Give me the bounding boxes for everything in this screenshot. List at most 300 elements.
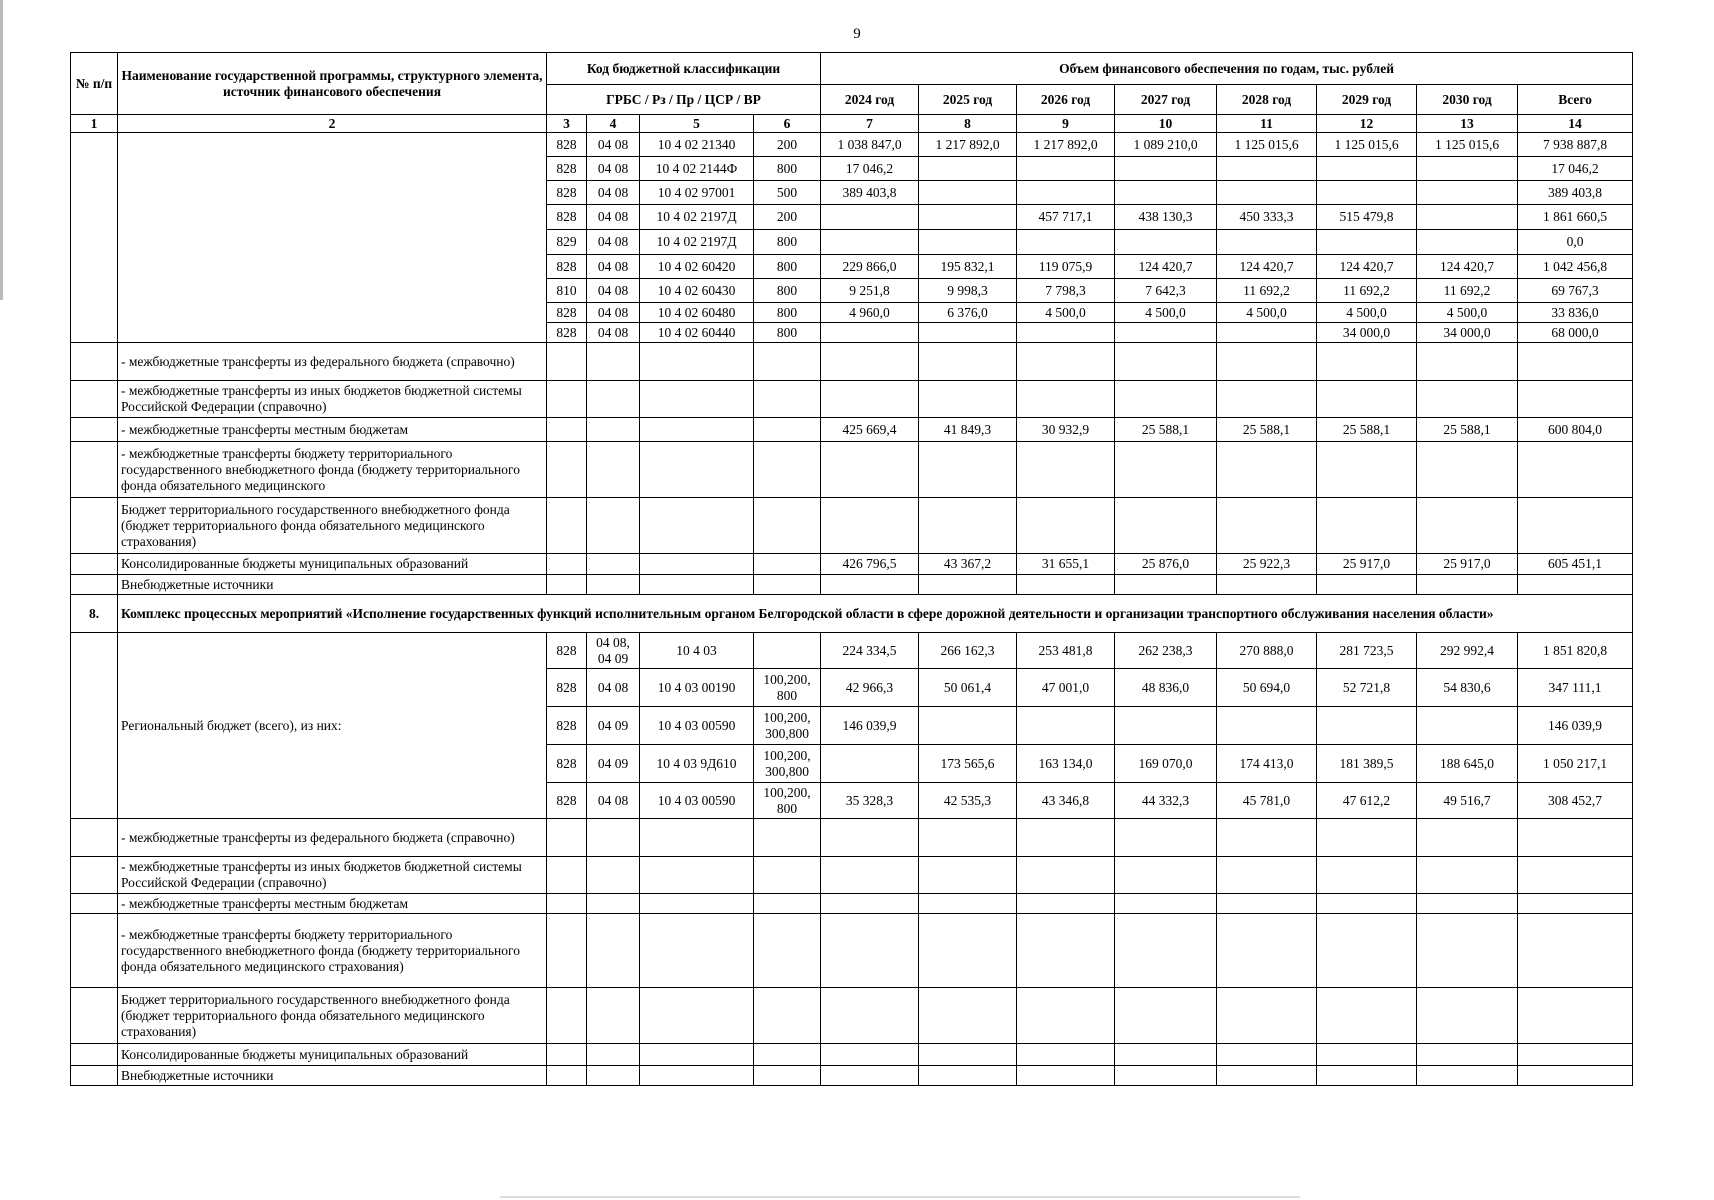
code-cell: 10 4 02 60480 bbox=[640, 303, 754, 323]
amount-cell: 124 420,7 bbox=[1217, 255, 1317, 279]
code-cell: 10 4 02 60440 bbox=[640, 323, 754, 343]
table-row bbox=[71, 988, 1633, 1044]
scan-edge bbox=[0, 0, 3, 300]
code-cell: 800 bbox=[754, 230, 821, 255]
column-number: 11 bbox=[1217, 115, 1317, 133]
amount-cell bbox=[587, 894, 640, 914]
amount-cell bbox=[1317, 157, 1417, 181]
code-cell bbox=[640, 554, 754, 575]
row-number-cell bbox=[71, 554, 118, 575]
amount-cell bbox=[1115, 857, 1217, 894]
source-label: - межбюджетные трансферты местным бюджетам bbox=[118, 418, 547, 442]
code-cell: 04 08 bbox=[587, 783, 640, 819]
header-name: Наименование государственной программы, структурного элемента, источник финансового обеспечения bbox=[118, 53, 547, 115]
code-cell: 10 4 02 2144Ф bbox=[640, 157, 754, 181]
amount-cell: 450 333,3 bbox=[1217, 205, 1317, 230]
table-row bbox=[71, 914, 1633, 988]
source-label: Консолидированные бюджеты муниципальных образований bbox=[118, 1044, 547, 1066]
amount-cell bbox=[754, 819, 821, 857]
amount-cell bbox=[1317, 575, 1417, 595]
code-cell: 10 4 02 21340 bbox=[640, 133, 754, 157]
amount-cell bbox=[1518, 988, 1633, 1044]
table-row bbox=[71, 343, 1633, 381]
source-label: Внебюджетные источники bbox=[118, 575, 547, 595]
column-number: 1 bbox=[71, 115, 118, 133]
amount-cell: 50 694,0 bbox=[1217, 669, 1317, 707]
amount-cell bbox=[1217, 857, 1317, 894]
code-cell: 800 bbox=[754, 303, 821, 323]
amount-cell bbox=[1217, 1066, 1317, 1086]
amount-cell bbox=[640, 819, 754, 857]
amount-cell bbox=[919, 230, 1017, 255]
code-cell: 100,200, 800 bbox=[754, 783, 821, 819]
amount-cell bbox=[1417, 442, 1518, 498]
amount-cell bbox=[1115, 988, 1217, 1044]
code-cell: 828 bbox=[547, 669, 587, 707]
column-number: 13 bbox=[1417, 115, 1518, 133]
amount-cell: 42 966,3 bbox=[821, 669, 919, 707]
header-code-group: Код бюджетной классификации bbox=[547, 53, 821, 85]
source-label: Внебюджетные источники bbox=[118, 1066, 547, 1086]
code-cell bbox=[547, 442, 587, 498]
amount-cell: 253 481,8 bbox=[1017, 633, 1115, 669]
amount-cell bbox=[1017, 181, 1115, 205]
code-cell: 100,200, 800 bbox=[754, 669, 821, 707]
amount-cell bbox=[919, 857, 1017, 894]
amount-cell: 25 588,1 bbox=[1115, 418, 1217, 442]
amount-cell: 7 938 887,8 bbox=[1518, 133, 1633, 157]
amount-cell: 124 420,7 bbox=[1115, 255, 1217, 279]
amount-cell bbox=[1217, 157, 1317, 181]
amount-cell bbox=[547, 988, 587, 1044]
column-number: 4 bbox=[587, 115, 640, 133]
amount-cell bbox=[821, 745, 919, 783]
row-number-cell bbox=[71, 988, 118, 1044]
amount-cell: 1 042 456,8 bbox=[1518, 255, 1633, 279]
table-row bbox=[71, 575, 1633, 595]
amount-cell bbox=[1017, 1066, 1115, 1086]
amount-cell bbox=[1217, 181, 1317, 205]
header-year: 2029 год bbox=[1317, 85, 1417, 115]
amount-cell bbox=[1518, 914, 1633, 988]
code-cell bbox=[587, 418, 640, 442]
amount-cell bbox=[821, 894, 919, 914]
amount-cell bbox=[1217, 442, 1317, 498]
amount-cell bbox=[1017, 323, 1115, 343]
column-number: 10 bbox=[1115, 115, 1217, 133]
amount-cell bbox=[1518, 381, 1633, 418]
code-cell: 828 bbox=[547, 133, 587, 157]
amount-cell bbox=[919, 1066, 1017, 1086]
amount-cell bbox=[919, 914, 1017, 988]
amount-cell bbox=[1518, 442, 1633, 498]
code-cell: 04 08 bbox=[587, 255, 640, 279]
source-label: - межбюджетные трансферты бюджету территориального государственного внебюджетного фонда (бюджету территориального фонда обязательного медицинского страхования) bbox=[118, 914, 547, 988]
code-cell: 04 08 bbox=[587, 669, 640, 707]
amount-cell bbox=[1518, 857, 1633, 894]
table-row bbox=[71, 133, 1633, 157]
code-cell: 04 08 bbox=[587, 303, 640, 323]
code-cell: 10 4 02 60420 bbox=[640, 255, 754, 279]
amount-cell bbox=[821, 575, 919, 595]
code-cell: 828 bbox=[547, 707, 587, 745]
amount-cell bbox=[821, 442, 919, 498]
amount-cell: 146 039,9 bbox=[1518, 707, 1633, 745]
amount-cell: 389 403,8 bbox=[821, 181, 919, 205]
amount-cell: 17 046,2 bbox=[821, 157, 919, 181]
amount-cell bbox=[1417, 857, 1518, 894]
amount-cell: 281 723,5 bbox=[1317, 633, 1417, 669]
column-number: 3 bbox=[547, 115, 587, 133]
row-number-cell bbox=[71, 133, 118, 343]
code-cell bbox=[547, 554, 587, 575]
code-cell bbox=[587, 554, 640, 575]
code-cell bbox=[587, 442, 640, 498]
amount-cell bbox=[1317, 1066, 1417, 1086]
amount-cell bbox=[1017, 343, 1115, 381]
amount-cell bbox=[919, 707, 1017, 745]
amount-cell bbox=[1417, 819, 1518, 857]
amount-cell: 4 500,0 bbox=[1017, 303, 1115, 323]
amount-cell: 41 849,3 bbox=[919, 418, 1017, 442]
amount-cell bbox=[919, 381, 1017, 418]
amount-cell: 11 692,2 bbox=[1417, 279, 1518, 303]
code-cell bbox=[754, 498, 821, 554]
amount-cell bbox=[1115, 381, 1217, 418]
table-row bbox=[71, 442, 1633, 498]
amount-cell: 25 588,1 bbox=[1217, 418, 1317, 442]
amount-cell bbox=[1417, 205, 1518, 230]
amount-cell bbox=[587, 857, 640, 894]
amount-cell bbox=[640, 857, 754, 894]
amount-cell: 7 798,3 bbox=[1017, 279, 1115, 303]
code-cell bbox=[587, 343, 640, 381]
amount-cell bbox=[919, 1044, 1017, 1066]
amount-cell: 1 851 820,8 bbox=[1518, 633, 1633, 669]
source-label: - межбюджетные трансферты из иных бюджетов бюджетной системы Российской Федерации (справочно) bbox=[118, 381, 547, 418]
amount-cell bbox=[547, 1044, 587, 1066]
amount-cell bbox=[1317, 181, 1417, 205]
table-row bbox=[71, 1066, 1633, 1086]
amount-cell: 44 332,3 bbox=[1115, 783, 1217, 819]
code-cell bbox=[547, 498, 587, 554]
amount-cell: 1 050 217,1 bbox=[1518, 745, 1633, 783]
amount-cell bbox=[1317, 914, 1417, 988]
amount-cell bbox=[587, 819, 640, 857]
amount-cell: 30 932,9 bbox=[1017, 418, 1115, 442]
amount-cell bbox=[1017, 894, 1115, 914]
amount-cell: 49 516,7 bbox=[1417, 783, 1518, 819]
amount-cell: 173 565,6 bbox=[919, 745, 1017, 783]
scan-artifact bbox=[500, 1196, 1300, 1198]
amount-cell: 42 535,3 bbox=[919, 783, 1017, 819]
amount-cell bbox=[1217, 914, 1317, 988]
amount-cell bbox=[1317, 381, 1417, 418]
column-number: 14 bbox=[1518, 115, 1633, 133]
amount-cell bbox=[1115, 498, 1217, 554]
amount-cell: 48 836,0 bbox=[1115, 669, 1217, 707]
amount-cell bbox=[1115, 575, 1217, 595]
amount-cell bbox=[754, 988, 821, 1044]
code-cell: 10 4 02 2197Д bbox=[640, 230, 754, 255]
amount-cell bbox=[1115, 914, 1217, 988]
row-number-cell bbox=[71, 381, 118, 418]
section-title-row bbox=[71, 595, 1633, 633]
amount-cell bbox=[919, 498, 1017, 554]
amount-cell bbox=[754, 857, 821, 894]
amount-cell bbox=[919, 442, 1017, 498]
amount-cell: 50 061,4 bbox=[919, 669, 1017, 707]
amount-cell bbox=[1417, 381, 1518, 418]
table-row bbox=[71, 1044, 1633, 1066]
amount-cell bbox=[1417, 1044, 1518, 1066]
code-cell: 500 bbox=[754, 181, 821, 205]
amount-cell: 426 796,5 bbox=[821, 554, 919, 575]
code-cell: 200 bbox=[754, 205, 821, 230]
amount-cell: 45 781,0 bbox=[1217, 783, 1317, 819]
amount-cell bbox=[821, 343, 919, 381]
source-label: - межбюджетные трансферты из федерального бюджета (справочно) bbox=[118, 819, 547, 857]
amount-cell bbox=[1417, 343, 1518, 381]
code-cell: 04 08, 04 09 bbox=[587, 633, 640, 669]
code-cell bbox=[547, 418, 587, 442]
amount-cell bbox=[754, 894, 821, 914]
code-cell bbox=[587, 381, 640, 418]
code-cell: 10 4 03 00590 bbox=[640, 707, 754, 745]
amount-cell bbox=[1317, 442, 1417, 498]
amount-cell: 25 922,3 bbox=[1217, 554, 1317, 575]
code-cell bbox=[754, 418, 821, 442]
amount-cell bbox=[919, 181, 1017, 205]
amount-cell: 1 217 892,0 bbox=[919, 133, 1017, 157]
amount-cell: 34 000,0 bbox=[1317, 323, 1417, 343]
amount-cell: 35 328,3 bbox=[821, 783, 919, 819]
amount-cell: 68 000,0 bbox=[1518, 323, 1633, 343]
amount-cell bbox=[1115, 323, 1217, 343]
amount-cell bbox=[821, 914, 919, 988]
amount-cell bbox=[1115, 343, 1217, 381]
code-cell: 04 08 bbox=[587, 157, 640, 181]
row-number-cell bbox=[71, 894, 118, 914]
amount-cell bbox=[1417, 157, 1518, 181]
amount-cell bbox=[1417, 894, 1518, 914]
amount-cell bbox=[821, 857, 919, 894]
amount-cell: 124 420,7 bbox=[1317, 255, 1417, 279]
amount-cell bbox=[1417, 1066, 1518, 1086]
code-cell bbox=[640, 575, 754, 595]
amount-cell: 308 452,7 bbox=[1518, 783, 1633, 819]
table-row bbox=[71, 819, 1633, 857]
amount-cell bbox=[1115, 1066, 1217, 1086]
amount-cell: 270 888,0 bbox=[1217, 633, 1317, 669]
amount-cell bbox=[1017, 857, 1115, 894]
amount-cell bbox=[1217, 988, 1317, 1044]
amount-cell bbox=[919, 343, 1017, 381]
amount-cell bbox=[1115, 894, 1217, 914]
amount-cell bbox=[919, 575, 1017, 595]
amount-cell: 6 376,0 bbox=[919, 303, 1017, 323]
amount-cell bbox=[1017, 157, 1115, 181]
amount-cell: 4 500,0 bbox=[1217, 303, 1317, 323]
code-cell: 810 bbox=[547, 279, 587, 303]
amount-cell bbox=[1115, 442, 1217, 498]
header-year: 2024 год bbox=[821, 85, 919, 115]
section-number: 8. bbox=[71, 595, 118, 633]
amount-cell: 1 861 660,5 bbox=[1518, 205, 1633, 230]
code-cell: 828 bbox=[547, 323, 587, 343]
amount-cell: 4 500,0 bbox=[1317, 303, 1417, 323]
amount-cell bbox=[1217, 707, 1317, 745]
amount-cell bbox=[1217, 498, 1317, 554]
amount-cell bbox=[1317, 230, 1417, 255]
amount-cell bbox=[919, 157, 1017, 181]
amount-cell: 7 642,3 bbox=[1115, 279, 1217, 303]
table-row bbox=[71, 894, 1633, 914]
row-number-cell bbox=[71, 1044, 118, 1066]
amount-cell bbox=[1417, 230, 1518, 255]
amount-cell bbox=[640, 988, 754, 1044]
row-number-cell bbox=[71, 633, 118, 819]
table-row bbox=[71, 857, 1633, 894]
amount-cell: 9 998,3 bbox=[919, 279, 1017, 303]
amount-cell: 425 669,4 bbox=[821, 418, 919, 442]
amount-cell: 25 917,0 bbox=[1417, 554, 1518, 575]
amount-cell bbox=[1115, 157, 1217, 181]
table-row bbox=[71, 381, 1633, 418]
amount-cell: 0,0 bbox=[1518, 230, 1633, 255]
code-cell: 10 4 03 bbox=[640, 633, 754, 669]
amount-cell: 9 251,8 bbox=[821, 279, 919, 303]
code-cell: 800 bbox=[754, 255, 821, 279]
code-cell: 828 bbox=[547, 181, 587, 205]
column-number: 8 bbox=[919, 115, 1017, 133]
amount-cell bbox=[1115, 230, 1217, 255]
amount-cell: 1 125 015,6 bbox=[1317, 133, 1417, 157]
amount-cell bbox=[547, 914, 587, 988]
code-cell: 828 bbox=[547, 783, 587, 819]
amount-cell bbox=[919, 323, 1017, 343]
amount-cell bbox=[1417, 575, 1518, 595]
amount-cell bbox=[1017, 230, 1115, 255]
page-number: 9 bbox=[853, 26, 861, 42]
amount-cell: 292 992,4 bbox=[1417, 633, 1518, 669]
code-cell: 100,200, 300,800 bbox=[754, 745, 821, 783]
header-year: Всего bbox=[1518, 85, 1633, 115]
code-cell: 800 bbox=[754, 323, 821, 343]
amount-cell: 163 134,0 bbox=[1017, 745, 1115, 783]
code-cell: 10 4 03 9Д610 bbox=[640, 745, 754, 783]
column-number: 6 bbox=[754, 115, 821, 133]
amount-cell bbox=[1217, 343, 1317, 381]
amount-cell: 188 645,0 bbox=[1417, 745, 1518, 783]
amount-cell bbox=[919, 988, 1017, 1044]
amount-cell bbox=[1115, 1044, 1217, 1066]
amount-cell: 389 403,8 bbox=[1518, 181, 1633, 205]
amount-cell bbox=[1518, 1066, 1633, 1086]
amount-cell bbox=[1217, 894, 1317, 914]
amount-cell bbox=[547, 1066, 587, 1086]
amount-cell bbox=[1317, 857, 1417, 894]
amount-cell: 515 479,8 bbox=[1317, 205, 1417, 230]
amount-cell: 11 692,2 bbox=[1217, 279, 1317, 303]
source-label: - межбюджетные трансферты местным бюджетам bbox=[118, 894, 547, 914]
regional-budget-label: Региональный бюджет (всего), из них: bbox=[118, 633, 547, 819]
row-number-cell bbox=[71, 418, 118, 442]
amount-cell: 438 130,3 bbox=[1115, 205, 1217, 230]
amount-cell: 25 876,0 bbox=[1115, 554, 1217, 575]
amount-cell bbox=[1518, 819, 1633, 857]
code-cell: 828 bbox=[547, 205, 587, 230]
code-cell bbox=[547, 575, 587, 595]
amount-cell bbox=[587, 1066, 640, 1086]
amount-cell: 1 125 015,6 bbox=[1217, 133, 1317, 157]
amount-cell bbox=[1518, 343, 1633, 381]
source-label: Бюджет территориального государственного внебюджетного фонда (бюджет территориального фонда обязательного медицинского страхования) bbox=[118, 988, 547, 1044]
amount-cell: 4 960,0 bbox=[821, 303, 919, 323]
amount-cell: 52 721,8 bbox=[1317, 669, 1417, 707]
amount-cell bbox=[587, 1044, 640, 1066]
code-cell: 04 09 bbox=[587, 707, 640, 745]
code-cell bbox=[547, 381, 587, 418]
amount-cell bbox=[754, 1066, 821, 1086]
amount-cell: 124 420,7 bbox=[1417, 255, 1518, 279]
row-number-cell bbox=[71, 498, 118, 554]
code-cell bbox=[640, 381, 754, 418]
code-cell bbox=[754, 575, 821, 595]
amount-cell: 146 039,9 bbox=[821, 707, 919, 745]
code-cell: 828 bbox=[547, 157, 587, 181]
amount-cell bbox=[1417, 707, 1518, 745]
row-number-cell bbox=[71, 819, 118, 857]
amount-cell bbox=[547, 819, 587, 857]
code-cell: 10 4 03 00590 bbox=[640, 783, 754, 819]
header-year: 2026 год bbox=[1017, 85, 1115, 115]
amount-cell: 4 500,0 bbox=[1417, 303, 1518, 323]
amount-cell: 347 111,1 bbox=[1518, 669, 1633, 707]
amount-cell: 33 836,0 bbox=[1518, 303, 1633, 323]
header-year: 2025 год bbox=[919, 85, 1017, 115]
amount-cell bbox=[1017, 575, 1115, 595]
amount-cell bbox=[640, 1066, 754, 1086]
amount-cell bbox=[1317, 1044, 1417, 1066]
amount-cell bbox=[821, 230, 919, 255]
amount-cell bbox=[1217, 819, 1317, 857]
source-label: - межбюджетные трансферты из иных бюджетов бюджетной системы Российской Федерации (справочно) bbox=[118, 857, 547, 894]
code-cell: 04 08 bbox=[587, 323, 640, 343]
amount-cell bbox=[1017, 988, 1115, 1044]
amount-cell: 43 346,8 bbox=[1017, 783, 1115, 819]
column-number: 7 bbox=[821, 115, 919, 133]
amount-cell bbox=[1115, 819, 1217, 857]
amount-cell bbox=[1417, 181, 1518, 205]
amount-cell bbox=[1017, 819, 1115, 857]
header-year: 2030 год bbox=[1417, 85, 1518, 115]
row-name-cell bbox=[118, 133, 547, 343]
amount-cell: 169 070,0 bbox=[1115, 745, 1217, 783]
amount-cell: 174 413,0 bbox=[1217, 745, 1317, 783]
amount-cell bbox=[821, 205, 919, 230]
amount-cell bbox=[1317, 988, 1417, 1044]
amount-cell bbox=[1417, 498, 1518, 554]
code-cell: 04 08 bbox=[587, 181, 640, 205]
code-cell: 10 4 02 97001 bbox=[640, 181, 754, 205]
amount-cell: 43 367,2 bbox=[919, 554, 1017, 575]
amount-cell bbox=[547, 894, 587, 914]
code-cell: 04 08 bbox=[587, 230, 640, 255]
amount-cell bbox=[821, 819, 919, 857]
amount-cell: 1 125 015,6 bbox=[1417, 133, 1518, 157]
amount-cell bbox=[640, 914, 754, 988]
